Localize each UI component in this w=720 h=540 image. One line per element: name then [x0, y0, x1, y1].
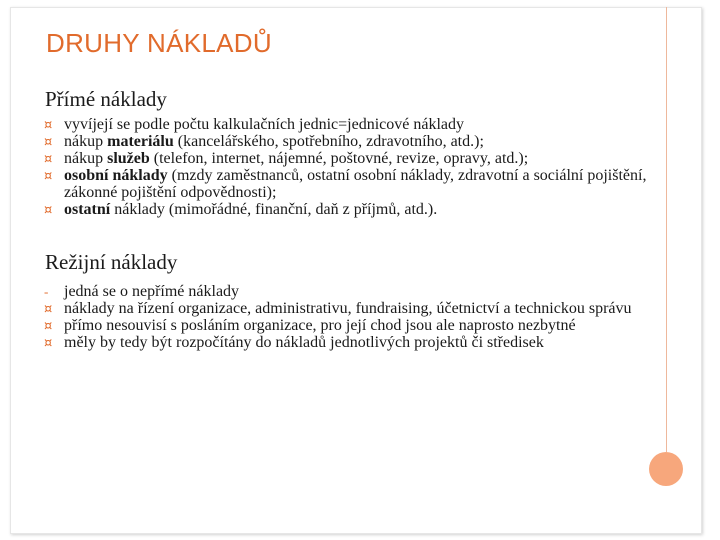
circle-bullet-icon: ¤ — [44, 135, 53, 150]
decorative-circle — [649, 452, 683, 486]
overhead-costs-list — [44, 283, 684, 351]
decorative-line — [666, 7, 667, 452]
circle-bullet-icon: ¤ — [44, 169, 53, 184]
slide-title: DRUHY NÁKLADŮ — [46, 28, 272, 58]
list-item — [44, 167, 684, 201]
item-text: (telefon, internet, nájemné, poštovné, revize, opravy, atd.); — [149, 150, 529, 167]
list-item — [44, 201, 684, 218]
item-text: přímo nesouvisí s posláním organizace, pro její chod jsou ale naprosto nezbytné — [64, 317, 576, 334]
dash-marker: - — [44, 284, 49, 299]
circle-bullet-icon: ¤ — [44, 336, 53, 351]
list-item — [44, 317, 684, 334]
list-item — [44, 116, 684, 133]
direct-costs-list — [44, 116, 684, 218]
item-text: náklady (mimořádné, finanční, daň z příjmů, atd.). — [110, 201, 438, 218]
section-heading-overhead-costs: Režijní náklady — [45, 250, 178, 274]
item-text-bold: služeb — [107, 150, 150, 167]
list-item — [44, 334, 684, 351]
item-text: jedná se o nepřímé náklady — [64, 283, 240, 300]
section-heading-direct-costs: Přímé náklady — [45, 87, 167, 111]
circle-bullet-icon: ¤ — [44, 203, 53, 218]
item-text-bold: osobní náklady — [64, 167, 168, 184]
item-text: vyvíjejí se podle počtu kalkulačních jednic=jednicové náklady — [64, 116, 465, 133]
circle-bullet-icon: ¤ — [44, 319, 53, 334]
list-item — [44, 300, 684, 317]
item-text: (mzdy zaměstnanců, ostatní osobní náklady, zdravotní a sociální pojištění, zákonné pojištění odpovědnosti); — [64, 167, 647, 201]
item-text-bold: ostatní — [64, 201, 111, 218]
item-text-pre: nákup — [64, 150, 108, 167]
list-item — [44, 283, 684, 300]
circle-bullet-icon: ¤ — [44, 302, 53, 317]
item-text: náklady na řízení organizace, administrativu, fundraising, účetnictví a technickou správu — [64, 300, 632, 317]
item-text-pre: nákup — [64, 133, 108, 150]
item-text: měly by tedy být rozpočítány do nákladů jednotlivých projektů či středisek — [64, 334, 544, 351]
list-item — [44, 133, 684, 150]
circle-bullet-icon: ¤ — [44, 118, 53, 133]
list-item — [44, 150, 684, 167]
item-text: (kancelářského, spotřebního, zdravotního, atd.); — [173, 133, 484, 150]
item-text-bold: materiálu — [107, 133, 174, 150]
circle-bullet-icon: ¤ — [44, 152, 53, 167]
